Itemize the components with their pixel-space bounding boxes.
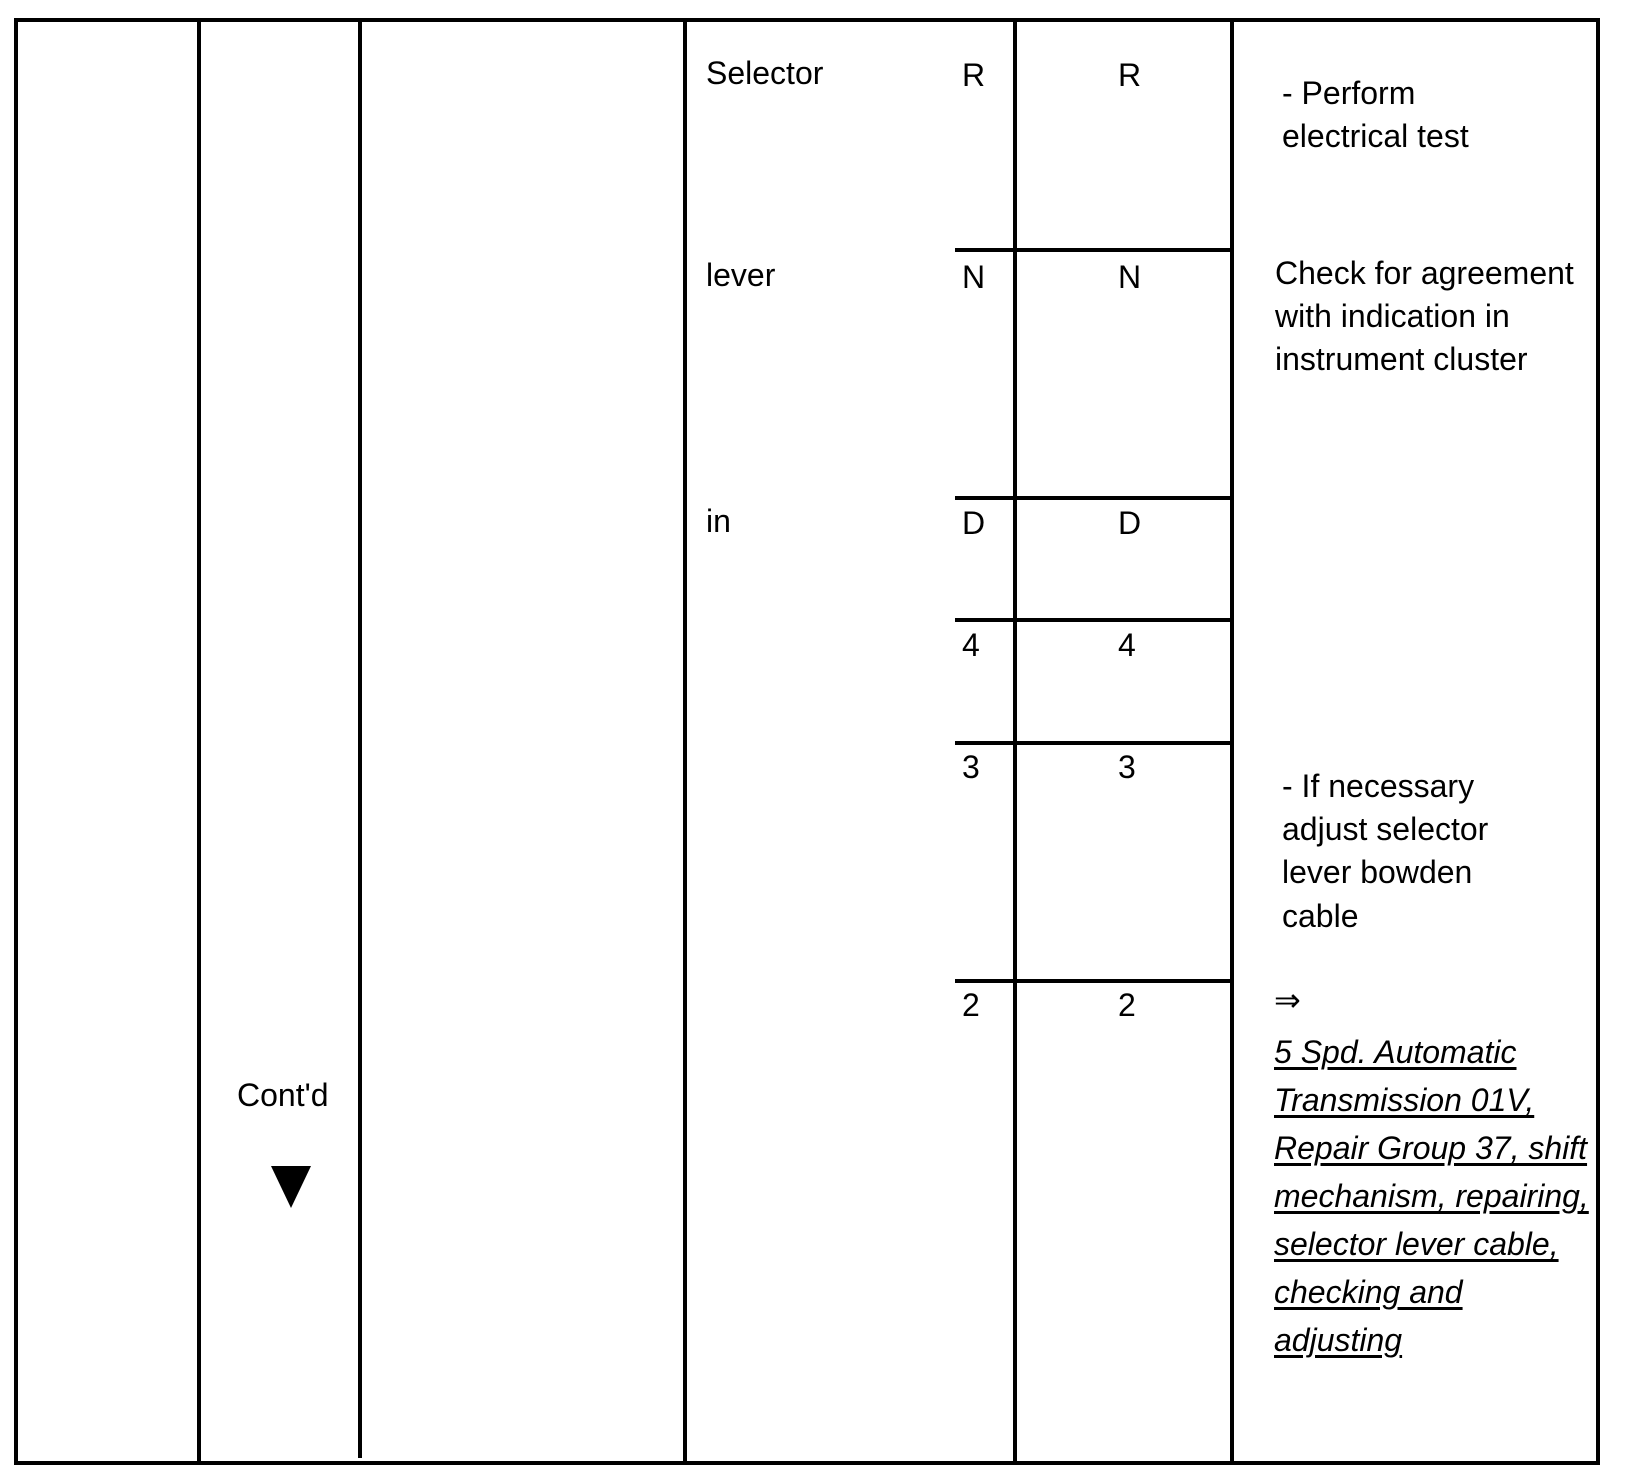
row-divider-4 — [955, 741, 1232, 745]
table-border-bottom — [14, 1461, 1600, 1465]
position-right-3: 3 — [1118, 749, 1136, 785]
selector-label-line-2: lever — [706, 257, 776, 293]
position-left-2: 2 — [962, 987, 980, 1023]
row-divider-5 — [955, 979, 1232, 983]
note-check-agreement: Check for agreement with indication in instrument cluster — [1275, 255, 1574, 378]
table-border-right — [1596, 18, 1600, 1465]
table-border-left — [14, 18, 18, 1465]
down-triangle-icon — [271, 1166, 311, 1208]
row-divider-3 — [955, 618, 1232, 622]
row-divider-1 — [955, 248, 1232, 252]
position-left-4: 4 — [962, 627, 980, 663]
position-right-n: N — [1118, 259, 1142, 295]
position-left-r: R — [962, 57, 986, 93]
position-right-4: 4 — [1118, 627, 1136, 663]
column-divider-4 — [1013, 18, 1017, 1461]
position-right-2: 2 — [1118, 987, 1136, 1023]
column-divider-1 — [197, 18, 201, 1461]
column-divider-3 — [683, 18, 687, 1465]
position-left-3: 3 — [962, 749, 980, 785]
position-left-n: N — [962, 259, 986, 295]
selector-label-line-1: Selector — [706, 55, 824, 91]
column-divider-2 — [358, 18, 362, 1458]
reference-arrow-icon: ⇒ — [1274, 982, 1301, 1018]
repair-group-37-link[interactable]: 5 Spd. Automatic Transmission 01V, Repair Group 37, shift mechanism, repairing, selector lever cable, checking and adjusting — [1274, 1034, 1589, 1358]
position-left-d: D — [962, 505, 986, 541]
selector-label-line-3: in — [706, 503, 731, 539]
continued-label: Cont'd — [237, 1077, 329, 1113]
position-right-d: D — [1118, 505, 1142, 541]
note-adjust-cable: - If necessary adjust selector lever bowden cable — [1282, 768, 1489, 934]
table-border-top — [14, 18, 1600, 22]
note-perform-electrical-test: - Perform electrical test — [1282, 75, 1469, 155]
position-right-r: R — [1118, 57, 1142, 93]
row-divider-2 — [955, 496, 1232, 500]
